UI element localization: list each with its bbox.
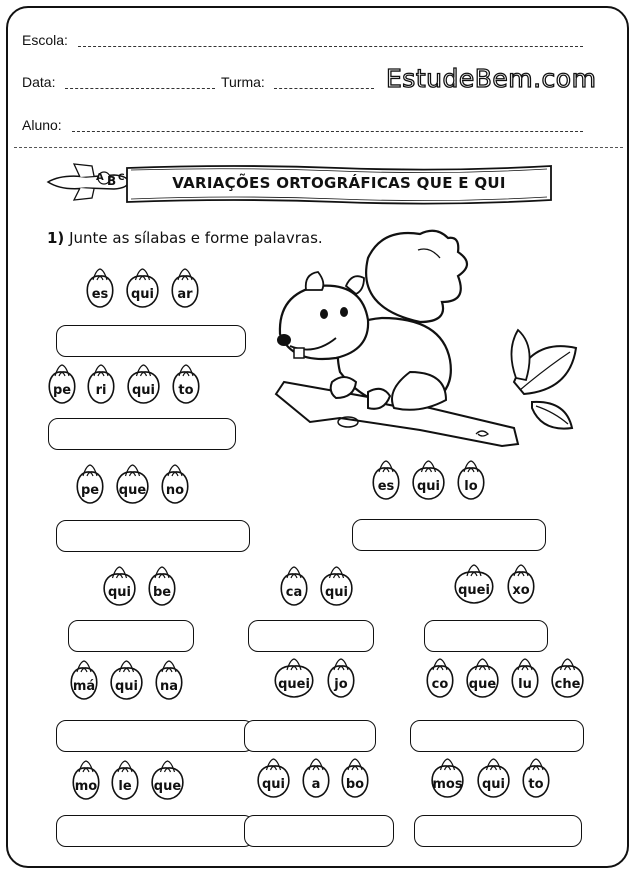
svg-text:C: C [118,173,125,183]
syllable-row [426,758,554,798]
syllable-text: mos [432,777,463,792]
syllable-text: qui [481,777,506,792]
syllable-text: qui [130,287,155,302]
syllable-fruit [146,760,189,800]
header-divider [14,147,623,148]
squirrel-illustration [270,222,582,452]
syllable-row [82,268,203,308]
syllable-text: jo [334,677,348,692]
syllable-text: be [152,585,172,600]
syllable-fruit [507,658,543,698]
syllable-fruit [68,760,104,800]
answer-box[interactable] [56,520,250,552]
syllable-text: que [118,483,147,498]
syllable-fruit [323,658,359,698]
page-title: VARIAÇÕES ORTOGRÁFICAS QUE E QUI [172,174,506,192]
syllable-fruit [98,566,141,606]
syllable-text: lu [518,677,532,692]
syllable-fruit [472,758,515,798]
syllable-row [68,760,189,800]
syllable-text: che [554,677,581,692]
syllable-text: qui [107,585,132,600]
title-banner [125,162,553,206]
syllable-fruit [66,660,102,700]
data-label: Data: [22,74,56,90]
syllable-row [368,460,489,500]
syllable-fruit [503,564,539,604]
syllable-fruit [298,758,334,798]
data-field[interactable] [65,88,215,89]
syllable-fruit [337,758,373,798]
instruction-number: 1) [47,229,65,247]
answer-box[interactable] [244,815,394,847]
syllable-fruit [448,564,500,604]
syllable-text: co [431,677,449,692]
syllable-fruit [252,758,295,798]
syllable-row [66,660,187,700]
syllable-fruit [105,660,148,700]
syllable-fruit [422,658,458,698]
syllable-text: qui [416,479,441,494]
syllable-text: que [153,779,182,794]
answer-box[interactable] [48,418,236,450]
syllable-text: le [118,779,132,794]
syllable-fruit [268,658,320,698]
syllable-row [98,566,180,606]
syllable-text: qui [131,383,156,398]
answer-box[interactable] [68,620,194,652]
syllable-text: qui [261,777,286,792]
syllable-text: no [165,483,185,498]
syllable-fruit [368,460,404,500]
answer-box[interactable] [424,620,548,652]
syllable-text: quei [278,677,310,692]
turma-label: Turma: [221,74,265,90]
syllable-fruit [426,758,469,798]
answer-box[interactable] [410,720,584,752]
syllable-text: qui [324,585,349,600]
syllable-fruit [546,658,589,698]
syllable-text: ri [95,383,107,398]
syllable-row [44,364,204,404]
syllable-fruit [122,364,165,404]
syllable-fruit [107,760,143,800]
answer-box[interactable] [248,620,374,652]
syllable-text: ca [285,585,303,600]
syllable-text: es [91,287,109,302]
syllable-text: mo [74,779,98,794]
turma-field[interactable] [274,88,374,89]
syllable-row [422,658,589,698]
aluno-field[interactable] [72,131,583,132]
svg-text:B: B [107,174,117,188]
syllable-fruit [518,758,554,798]
instruction-text: Junte as sílabas e forme palavras. [64,229,323,247]
escola-field[interactable] [78,46,583,47]
syllable-fruit [453,460,489,500]
syllable-fruit [407,460,450,500]
syllable-fruit [315,566,358,606]
syllable-text: a [311,777,321,792]
syllable-row [268,658,359,698]
answer-box[interactable] [56,720,254,752]
syllable-row [252,758,373,798]
syllable-row [448,564,539,604]
syllable-fruit [82,268,118,308]
answer-box[interactable] [56,815,254,847]
syllable-text: que [468,677,497,692]
syllable-text: es [377,479,395,494]
syllable-text: pe [52,383,72,398]
syllable-fruit [461,658,504,698]
syllable-text: má [72,679,96,694]
airplane-icon [44,160,134,206]
syllable-text: to [178,383,194,398]
syllable-row [276,566,358,606]
syllable-fruit [44,364,80,404]
syllable-text: lo [464,479,478,494]
syllable-fruit [151,660,187,700]
syllable-fruit [167,268,203,308]
syllable-fruit [144,566,180,606]
syllable-fruit [168,364,204,404]
syllable-text: na [159,679,179,694]
syllable-text: xo [512,583,530,598]
syllable-text: to [528,777,544,792]
answer-box[interactable] [244,720,376,752]
syllable-text: bo [345,777,365,792]
escola-label: Escola: [22,32,68,48]
svg-text:A: A [96,172,104,183]
syllable-fruit [157,464,193,504]
syllable-fruit [276,566,312,606]
answer-box[interactable] [414,815,582,847]
syllable-row [72,464,193,504]
syllable-fruit [111,464,154,504]
syllable-fruit [83,364,119,404]
syllable-text: ar [177,287,193,302]
syllable-text: quei [458,583,490,598]
brand-logo: EstudeBem.com [386,64,597,93]
answer-box[interactable] [56,325,246,357]
syllable-text: pe [80,483,100,498]
syllable-fruit [121,268,164,308]
syllable-fruit [72,464,108,504]
aluno-label: Aluno: [22,117,62,133]
syllable-text: qui [114,679,139,694]
answer-box[interactable] [352,519,546,551]
